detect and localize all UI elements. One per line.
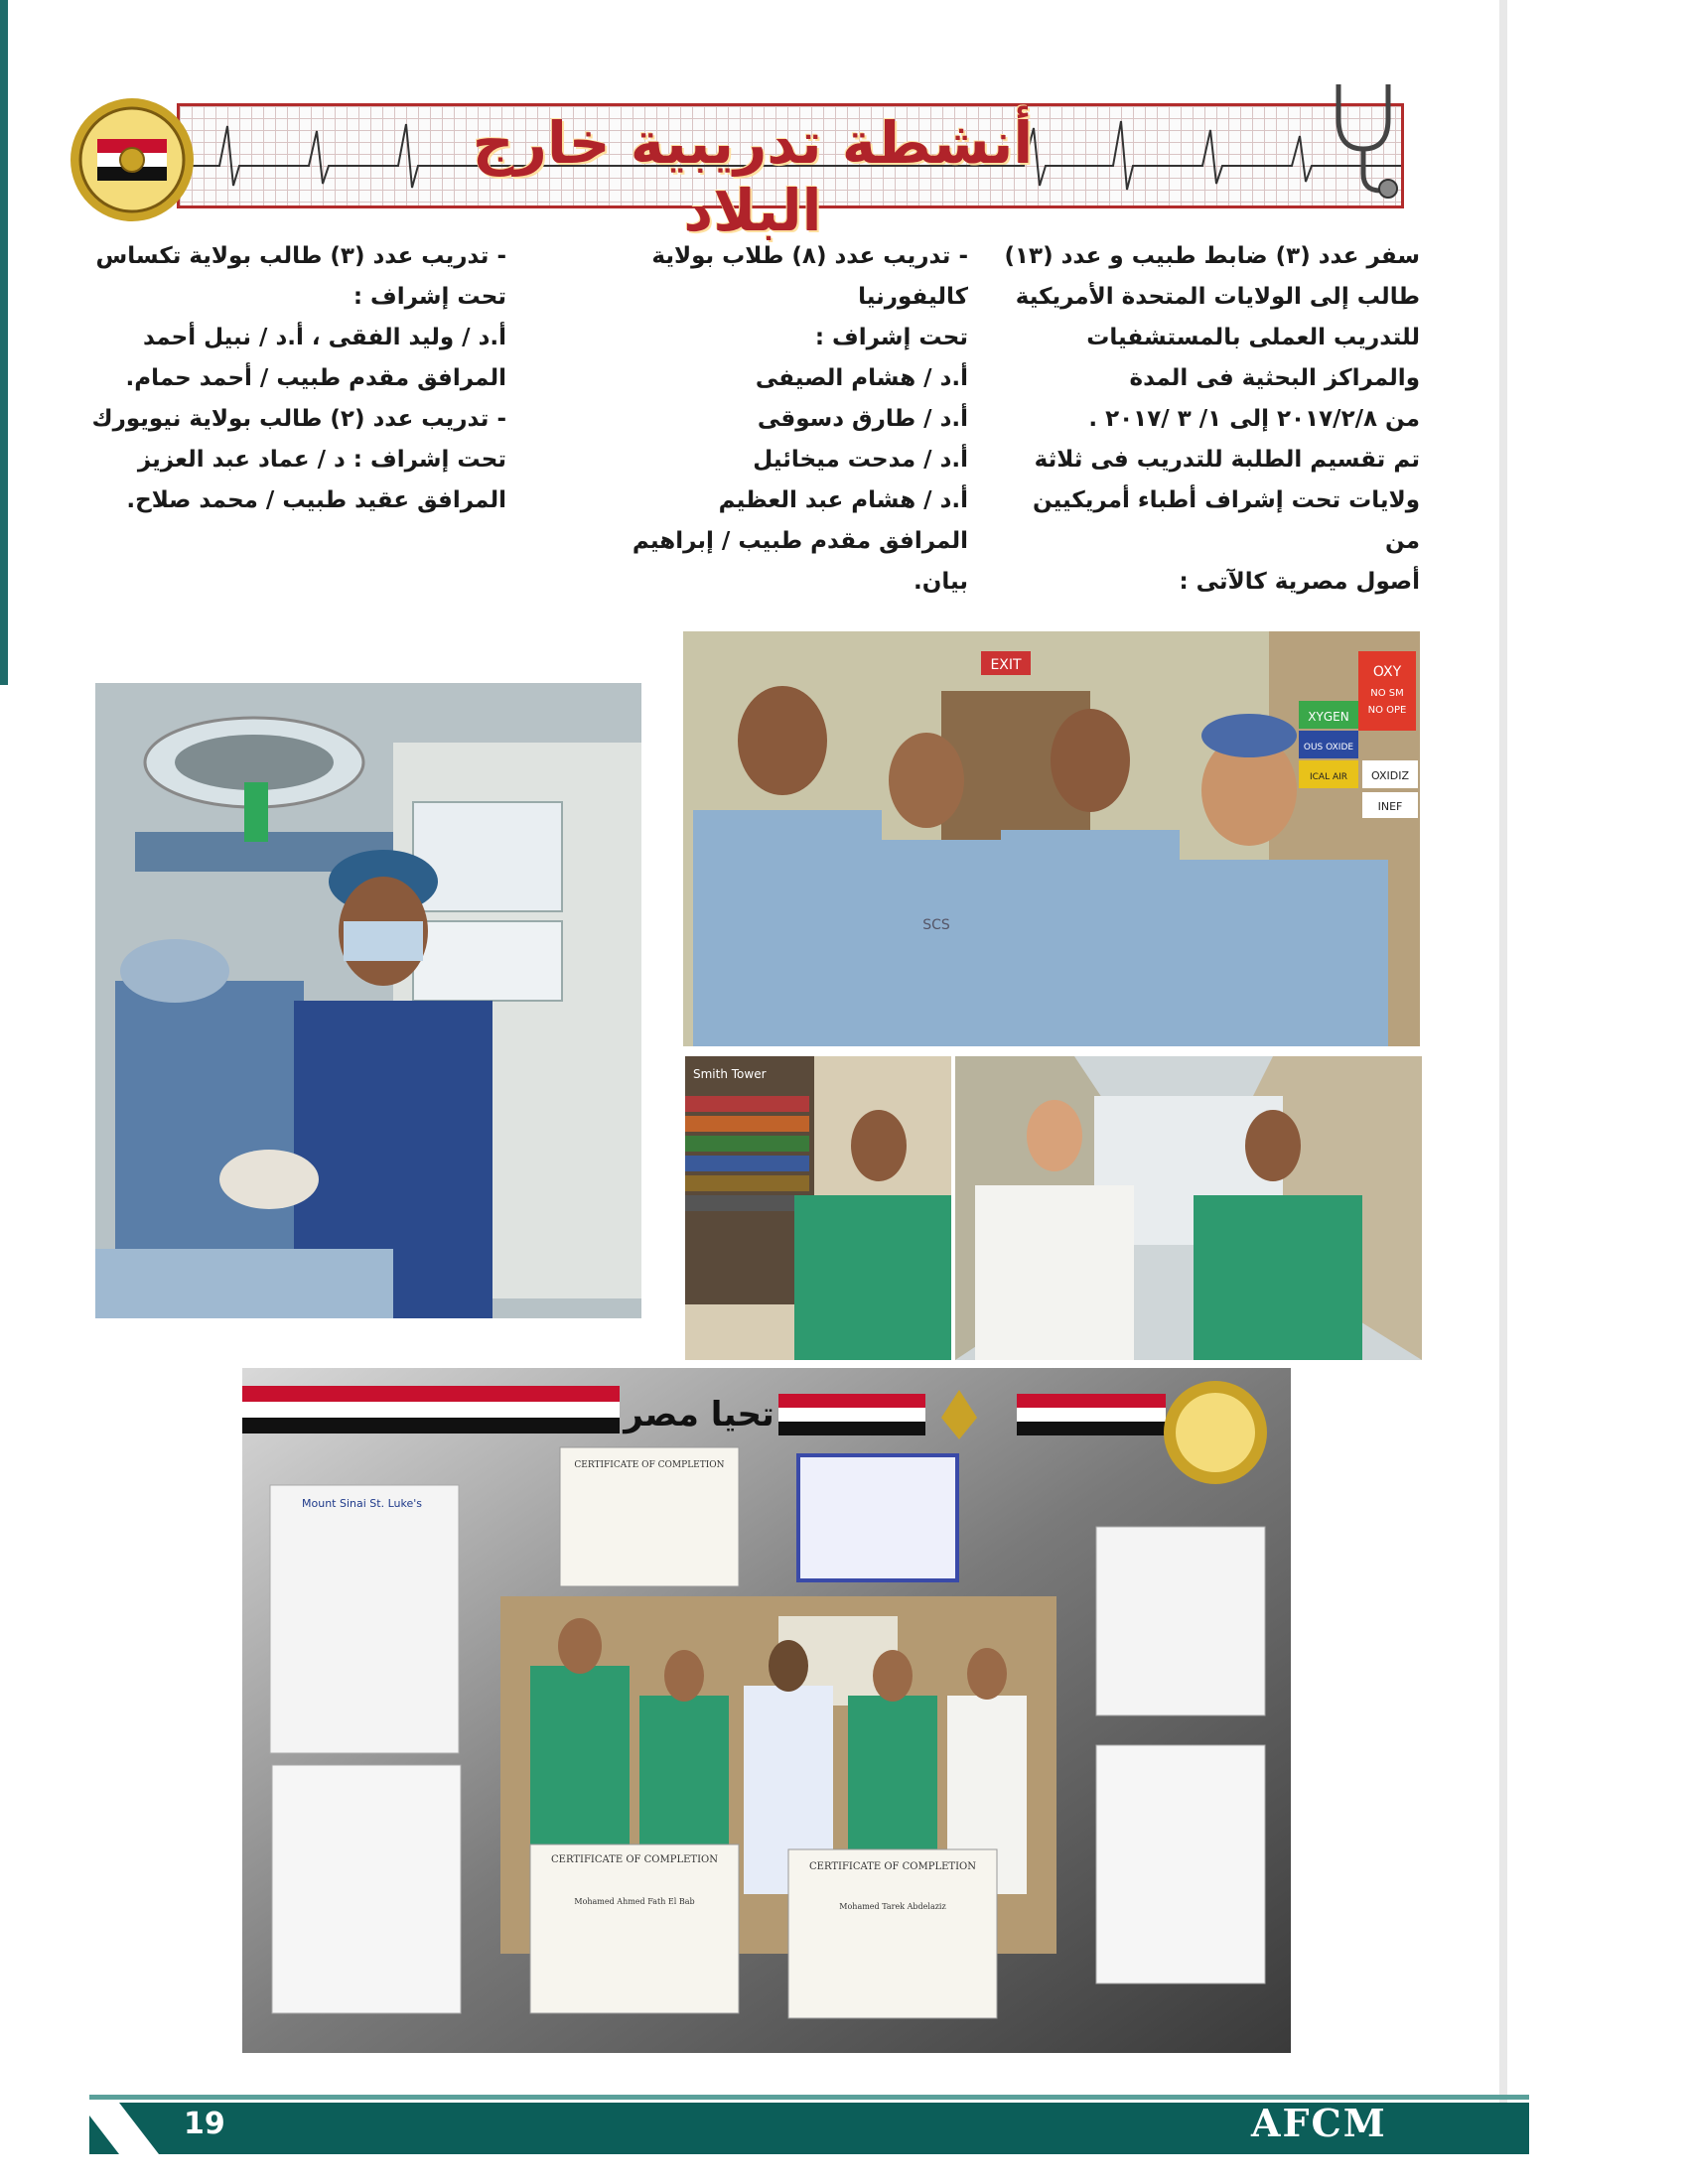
page-edge — [1499, 0, 1507, 2115]
text-column-right — [993, 236, 1420, 603]
paragraph-line: أ.د / مدحت ميخائيل — [753, 447, 968, 473]
certificate-title: CERTIFICATE OF COMPLETION — [551, 1854, 718, 1865]
scrub-label: SCS — [922, 917, 950, 933]
certificate-name: Mohamed Ahmed Fath El Bab — [574, 1897, 695, 1906]
footer-accent-line — [89, 2095, 1529, 2100]
gas-sign-label: OXIDIZ — [1371, 769, 1409, 782]
paragraph-line: ولايات تحت إشراف أطباء أمريكيين من — [1032, 487, 1420, 554]
paragraph-line: - تدريب عدد (٨) طلاب بولاية كاليفورنيا — [651, 243, 968, 310]
gas-sign-label: XYGEN — [1308, 710, 1349, 724]
page-number: 19 — [184, 2107, 225, 2141]
paragraph-line: تحت إشراف : — [352, 284, 506, 310]
gas-sign-label: ICAL AIR — [1309, 772, 1348, 782]
paragraph-line: والمراكز البحثية فى المدة — [1129, 365, 1420, 391]
paragraph-line: أ.د / وليد الفقى ، أ.د / نبيل أحمد — [142, 325, 506, 350]
tower-sign-title: Smith Tower — [693, 1067, 767, 1081]
paragraph-line: أصول مصرية كالآتى : — [1179, 569, 1420, 595]
photo-hallway-sign — [685, 1056, 951, 1360]
photo-team-blue-scrubs — [683, 631, 1420, 1046]
paragraph-line: طالب إلى الولايات المتحدة الأمريكية — [1015, 284, 1420, 310]
paragraph-line: المرافق مقدم طبيب / إبراهيم بيان. — [632, 528, 968, 595]
paragraph-line: المرافق مقدم طبيب / أحمد حمام. — [125, 365, 506, 391]
paragraph-line: تم تقسيم الطلبة للتدريب فى ثلاثة — [1034, 447, 1420, 473]
exit-sign: EXIT — [990, 657, 1022, 673]
photo-operating-room — [95, 683, 641, 1318]
college-seal-icon — [68, 95, 197, 224]
paragraph-line: - تدريب عدد (٢) طالب بولاية نيويورك — [91, 406, 506, 432]
paragraph-line: أ.د / هشام عبد العظيم — [718, 487, 968, 513]
page-header — [68, 95, 1408, 244]
gas-sign-label: OXY — [1372, 664, 1402, 680]
paragraph-line: للتدريب العملى بالمستشفيات — [1086, 325, 1420, 350]
paragraph-line: تحت إشراف : — [814, 325, 968, 350]
footer-brand: AFCM — [1251, 2101, 1387, 2145]
gas-sign-label: NO OPE — [1367, 705, 1407, 716]
photo-corridor-doctor — [955, 1056, 1422, 1360]
text-column-middle — [571, 236, 968, 603]
stethoscope-icon — [1319, 79, 1408, 199]
paragraph-line: سفر عدد (٣) ضابط طبيب و عدد (١٣) — [1004, 243, 1420, 269]
paragraph-line: - تدريب عدد (٣) طالب بولاية تكساس — [95, 243, 506, 269]
gas-sign-label: INEF — [1377, 800, 1403, 813]
page-footer — [0, 2095, 1529, 2164]
gas-sign-label: OUS OXIDE — [1303, 743, 1354, 752]
gas-sign-label: NO SM — [1370, 688, 1404, 699]
collage-slogan: تحيا مصر — [624, 1395, 774, 1434]
certificate-title: CERTIFICATE OF COMPLETION — [809, 1861, 976, 1872]
paragraph-line: أ.د / هشام الصيفى — [755, 365, 968, 391]
paragraph-line: من ٢٠١٧/٢/٨ إلى ١/ ٣ /٢٠١٧ . — [1088, 406, 1420, 432]
paragraph-line: أ.د / طارق دسوقى — [757, 406, 968, 432]
paragraph-line: المرافق عقيد طبيب / محمد صلاح. — [126, 487, 506, 513]
page-title: أنشطة تدريبية خارج البلاد — [472, 109, 1034, 244]
left-edge-stripe — [0, 0, 8, 685]
certificate-title: CERTIFICATE OF COMPLETION — [574, 1460, 725, 1470]
paragraph-line: تحت إشراف : د / عماد عبد العزيز — [137, 447, 506, 473]
footer-chevron-icon — [79, 2103, 169, 2154]
text-column-left — [89, 236, 506, 521]
certificate-name: Mohamed Tarek Abdelaziz — [839, 1902, 946, 1911]
certificate-collage — [242, 1368, 1291, 2053]
hospital-letterhead: Mount Sinai St. Luke's — [302, 1497, 422, 1510]
